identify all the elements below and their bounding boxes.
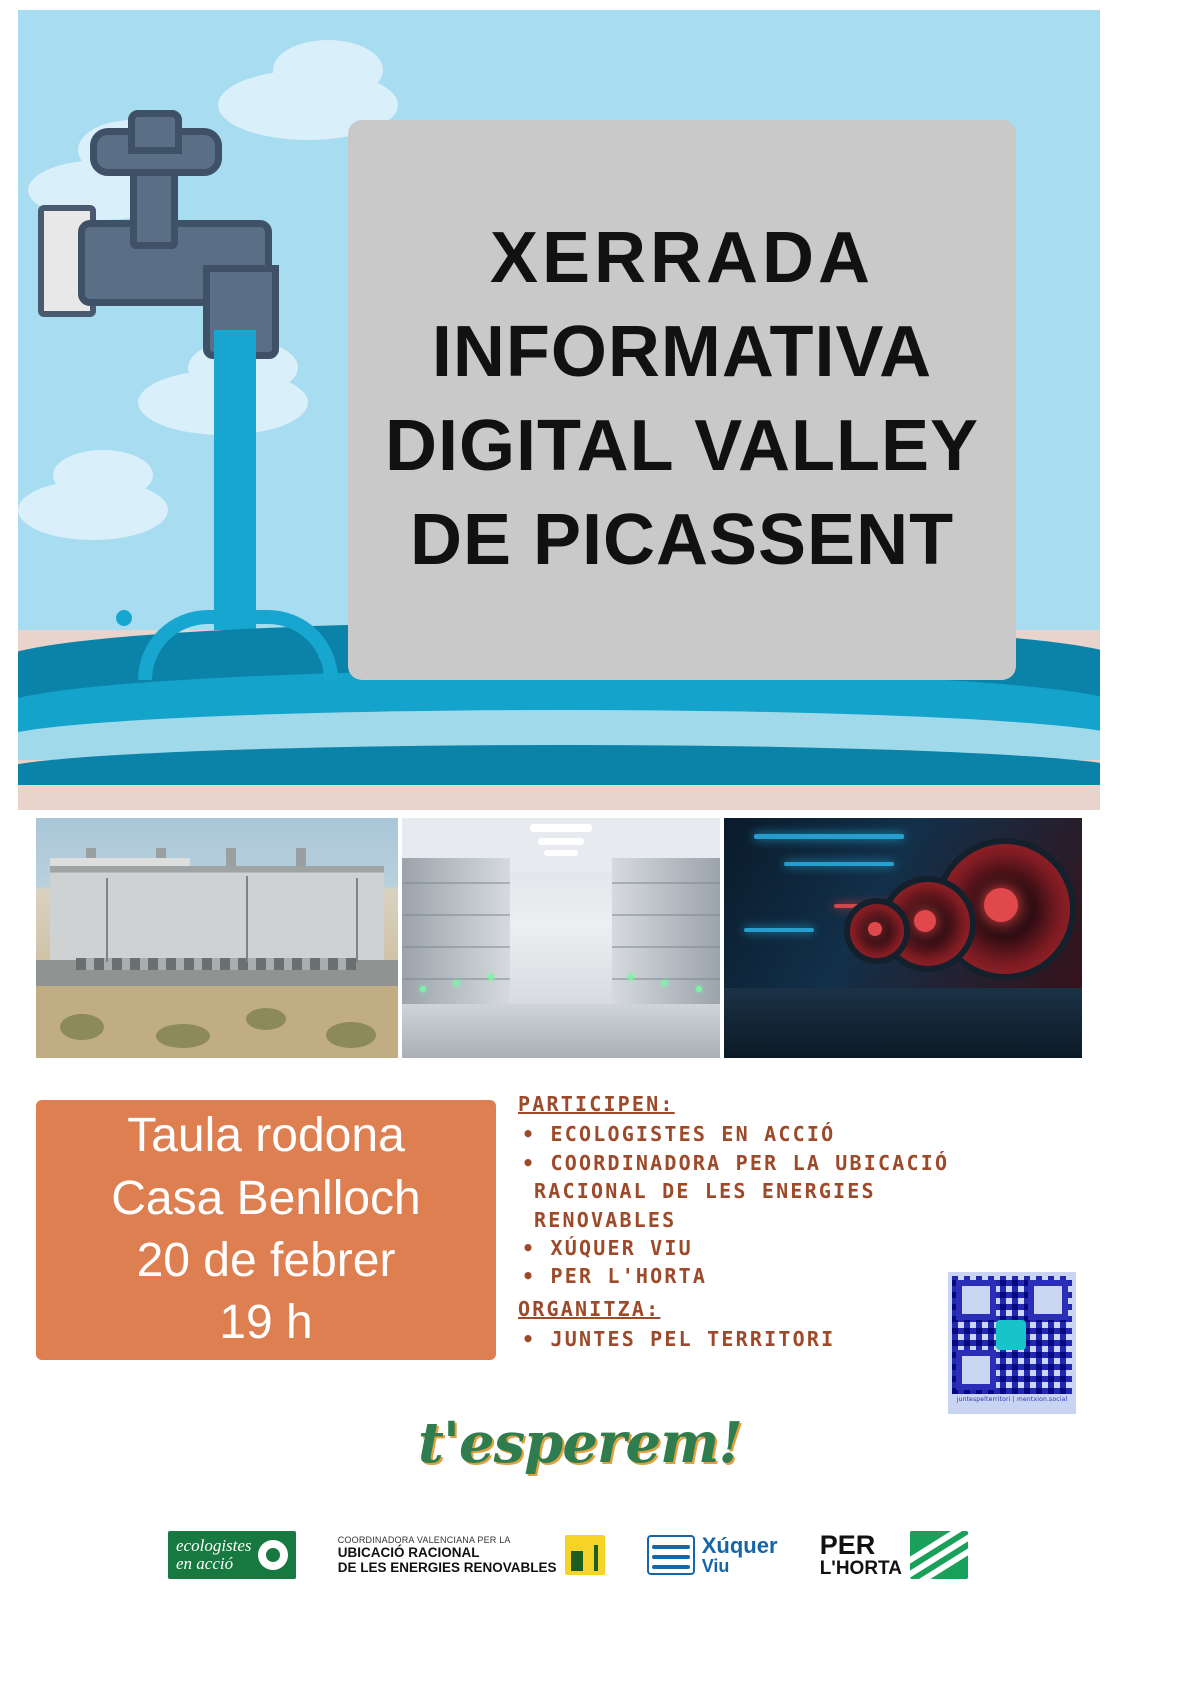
hero-illustration	[18, 10, 1100, 810]
participants-heading: PARTICIPEN:	[518, 1092, 675, 1116]
participant-label: ECOLOGISTES EN ACCIÓ	[550, 1122, 836, 1147]
logo-horta-line-2: L'HORTA	[819, 1558, 902, 1579]
logo-coordinadora-line-1: COORDINADORA VALENCIANA PER LA	[337, 1534, 511, 1545]
logo-coordinadora-line-2: UBICACIÓ RACIONAL	[337, 1544, 480, 1560]
logo-bar	[168, 1510, 968, 1600]
participant-label: XÚQUER VIU	[550, 1235, 693, 1260]
water-splash-icon	[138, 610, 338, 680]
windmill-icon	[565, 1535, 605, 1575]
qr-eye-icon	[956, 1280, 996, 1320]
organizer-label: JUNTES PEL TERRITORI	[550, 1327, 836, 1352]
qr-eye-icon	[956, 1350, 996, 1390]
logo-xuquer-line-1: Xúquer	[701, 1533, 778, 1558]
photo-cooling-fans	[724, 818, 1082, 1058]
river-icon	[647, 1535, 695, 1575]
logo-ecologistes-en-accio[interactable]	[168, 1531, 296, 1579]
participant-item: • ECOLOGISTES EN ACCIÓ	[522, 1122, 836, 1147]
organizer-heading: ORGANITZA:	[518, 1296, 661, 1321]
closing-message-text: t'esperem!	[418, 1410, 742, 1476]
logo-ecologistes-line-2: en acció	[176, 1554, 234, 1573]
photo-strip	[36, 818, 1082, 1058]
logo-horta-line-1: PER	[819, 1530, 876, 1560]
event-line-3: 20 de febrer	[136, 1234, 396, 1287]
poster-title-line-3: DIGITAL VALLEY	[384, 406, 979, 486]
logo-coordinadora-line-3: DE LES ENERGIES RENOVABLES	[337, 1560, 557, 1576]
poster-title-box	[348, 120, 1016, 680]
participant-item: • PER L'HORTA	[522, 1264, 708, 1289]
participant-label: PER L'HORTA	[550, 1264, 708, 1289]
event-line-4: 19 h	[219, 1296, 313, 1350]
participant-label: COORDINADORA PER LA UBICACIÓ	[550, 1150, 950, 1175]
logo-coordinadora[interactable]	[338, 1535, 605, 1575]
water-band-bottom	[18, 745, 1100, 785]
organizer-item: • JUNTES PEL TERRITORI	[522, 1327, 836, 1352]
qr-caption: juntespelterritori | mentxion.social	[956, 1396, 1068, 1403]
photo-server-corridor	[402, 818, 720, 1058]
event-line-1: Taula rodona	[127, 1109, 405, 1163]
event-line-2: Casa Benlloch	[111, 1171, 421, 1225]
cloud-icon	[53, 450, 153, 500]
water-drop-icon	[116, 610, 132, 626]
event-details-box	[36, 1100, 496, 1360]
faucet-stem-icon	[130, 165, 178, 249]
poster	[18, 10, 1100, 1680]
closing-message	[418, 1410, 742, 1490]
sun-icon	[258, 1540, 288, 1570]
poster-title-line-2: INFORMATIVA	[431, 312, 933, 393]
water-drop-icon	[318, 650, 328, 660]
qr-eye-icon	[1028, 1280, 1068, 1320]
participant-label-cont: RENOVABLES	[534, 1207, 677, 1232]
photo-datacenter-exterior	[36, 818, 398, 1058]
logo-xuquer-line-2: Viu	[701, 1556, 730, 1577]
field-icon	[910, 1531, 968, 1579]
participant-item: • XÚQUER VIU	[522, 1235, 693, 1260]
fan-icon	[844, 898, 910, 964]
poster-title-line-1: XERRADA	[489, 218, 875, 299]
logo-per-lhorta[interactable]	[820, 1531, 968, 1579]
cloud-icon	[273, 40, 383, 100]
participant-item: • COORDINADORA PER LA UBICACIÓ	[522, 1150, 950, 1175]
logo-xuquer-viu[interactable]	[647, 1534, 778, 1576]
faucet-cap-icon	[128, 110, 182, 154]
qr-code-image[interactable]	[952, 1276, 1072, 1394]
qr-code[interactable]	[948, 1272, 1076, 1414]
participants-block	[518, 1090, 958, 1354]
poster-title-line-4: DE PICASSENT	[409, 499, 955, 580]
participant-label-cont: RACIONAL DE LES ENERGIES	[534, 1179, 876, 1204]
logo-ecologistes-line-1: ecologistes	[176, 1536, 252, 1556]
qr-center-logo-icon	[996, 1320, 1026, 1350]
